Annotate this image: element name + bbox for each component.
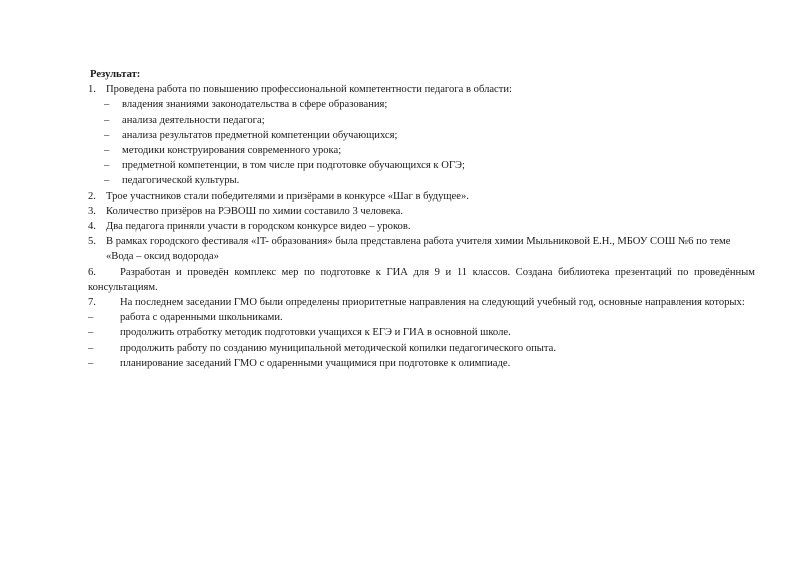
item-number: 1. (88, 84, 96, 96)
item-number: 7. (88, 297, 96, 309)
dash-marker: – (88, 312, 94, 324)
list-item-6 (88, 265, 755, 295)
dash-marker: – (88, 327, 94, 339)
dash-marker: – (104, 129, 110, 141)
result-section (88, 67, 755, 371)
dash-marker: – (104, 99, 110, 111)
sub-item (88, 173, 755, 188)
item-text: В рамках городского фестиваля «IT- образования» была представлена работа учителя химии Мыльниковой Е.Н., МБОУ СОШ №6 по теме «Вода – оксид водорода» (106, 236, 731, 263)
sub-item-text: продолжить отработку методик подготовки учащихся к ЕГЭ и ГИА в основной школе. (120, 327, 511, 339)
list-item-1 (88, 82, 755, 97)
item-text: Количество призёров на РЭВОШ по химии составило 3 человека. (106, 205, 404, 217)
sub-item-text: анализа деятельности педагога; (122, 114, 265, 126)
sub-item-text: планирование заседаний ГМО с одаренными учащимися при подготовке к олимпиаде. (120, 357, 511, 369)
result-heading: Результат: (90, 69, 141, 80)
sub-item (88, 325, 755, 340)
item-text: На последнем заседании ГМО были определены приоритетные направления на следующий учебный год, основные направления которых: (120, 297, 745, 309)
item-text: Трое участников стали победителями и призёрами в конкурсе «Шаг в будущее». (106, 190, 469, 202)
sub-item (88, 97, 755, 112)
dash-marker: – (88, 342, 94, 354)
dash-marker: – (104, 175, 110, 187)
dash-marker: – (104, 145, 110, 157)
sub-item-text: владения знаниями законодательства в сфере образования; (122, 99, 388, 111)
sub-item (88, 356, 755, 371)
item-number: 5. (88, 236, 96, 248)
list-item-7 (88, 295, 755, 310)
item-number: 2. (88, 190, 96, 202)
list-item-5 (88, 234, 755, 264)
dash-marker: – (104, 114, 110, 126)
item-number: 4. (88, 221, 96, 233)
item-number: 3. (88, 205, 96, 217)
item-text: Проведена работа по повышению профессиональной компетентности педагога в области: (106, 84, 512, 96)
sub-item (88, 310, 755, 325)
sub-item (88, 158, 755, 173)
dash-marker: – (88, 357, 94, 369)
list-item-3 (88, 204, 755, 219)
sub-item-text: анализа результатов предметной компетенции обучающихся; (122, 129, 398, 141)
sub-item-text: предметной компетенции, в том числе при подготовке обучающихся к ОГЭ; (122, 160, 465, 172)
list-item-2 (88, 189, 755, 204)
sub-item (88, 113, 755, 128)
sub-item-text: методики конструирования современного урока; (122, 145, 342, 157)
sub-item-text: работа с одаренными школьниками. (120, 312, 283, 324)
dash-marker: – (104, 160, 110, 172)
sub-item-text: педагогической культуры. (122, 175, 240, 187)
item-text: Два педагога приняли участи в городском конкурсе видео – уроков. (106, 221, 411, 233)
item-text: Разработан и проведён комплекс мер по подготовке к ГИА для 9 и 11 классов. Создана библиотека презентаций по проведённым консультациям. (88, 266, 755, 293)
item-number: 6. (88, 266, 96, 278)
sub-item-text: продолжить работу по созданию муниципальной методической копилки педагогического опыта. (120, 342, 557, 354)
sub-item (88, 341, 755, 356)
list-item-4 (88, 219, 755, 234)
sub-item (88, 143, 755, 158)
sub-item (88, 128, 755, 143)
